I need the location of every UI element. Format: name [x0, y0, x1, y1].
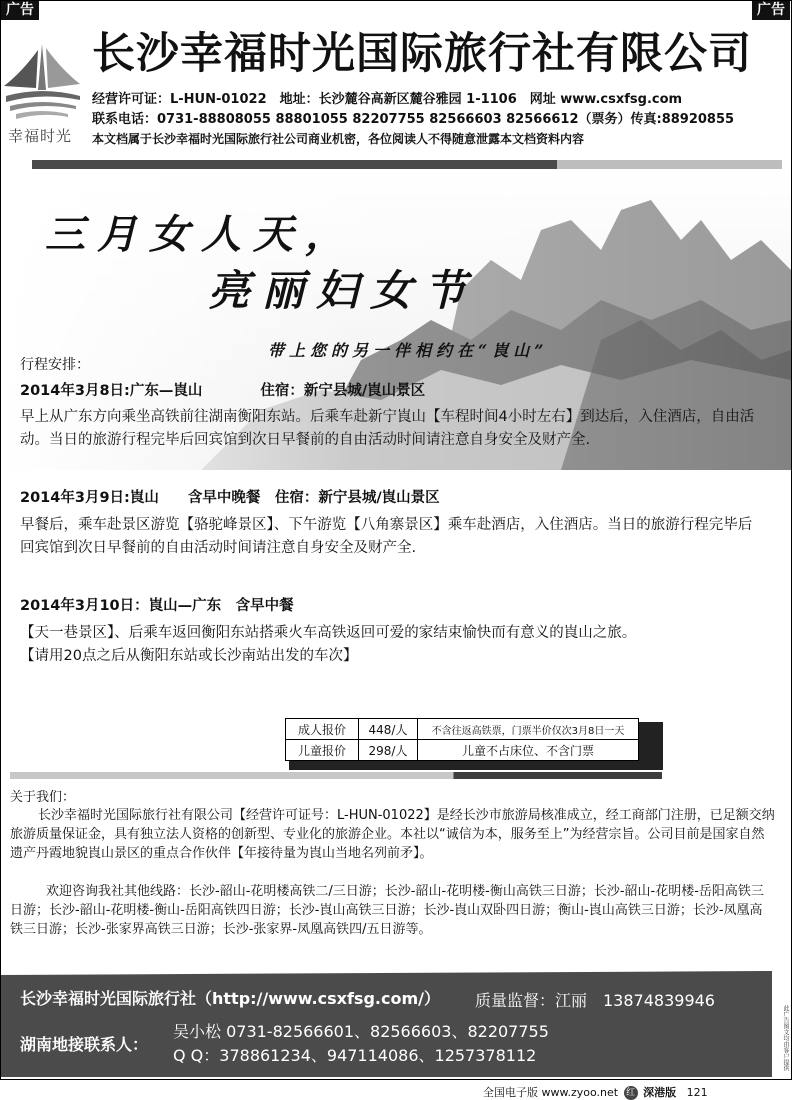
table-row [286, 740, 639, 761]
company-logo-icon [2, 40, 82, 122]
edition-badge: 红 [624, 1086, 638, 1100]
price-note-child: 儿童不占床位、不含门票 [418, 740, 639, 761]
side-disclaimer: 此广告图文均由客户提供 [782, 1005, 789, 1071]
ad-tag-left: 广告 [1, 1, 39, 20]
day3-train-note: 【请用20点之后从衡阳东站或长沙南站出发的车次】 [20, 648, 358, 664]
page-number: 121 [686, 1086, 708, 1099]
about-paragraph: 长沙幸福时光国际旅行社有限公司【经营许可证号：L-HUN-01022】是经长沙市旅游局核准成立，经工商部门注册，已足额交纳旅游质量保证金，具有独立法人资格的创新型、专业化的旅游企业。本社以“诚信为本，服务至上”为经营宗旨。公司目前是国家自然遗产丹霞地貌崀山景区的重点合作伙伴【年接待量为崀山当地名列前矛】。 [10, 808, 775, 861]
day1-text: 早上从广东方向乘坐高铁前往湖南衡阳东站。后乘车赴新宁崀山【车程时间4小时左右】到达后，入住酒店，自由活动。当日的旅游行程完毕后回宾馆到次日早餐前的自由活动时间请注意自身安全及财产全. [20, 409, 755, 448]
price-value-adult: 448/人 [359, 719, 418, 740]
edition-text: 全国电子版 www.zyoo.net [483, 1086, 619, 1099]
price-value-child: 298/人 [359, 740, 418, 761]
divider-bar-top [32, 160, 782, 169]
page-footer-line [483, 1084, 708, 1100]
footer-company-url: 长沙幸福时光国际旅行社（http://www.csxfsg.com/） [20, 989, 440, 1008]
day3-text [20, 622, 760, 668]
footer-contact-qq: Q Q：378861234、947114086、1257378112 [173, 1046, 537, 1065]
logo-text: 幸福时光 [8, 127, 73, 145]
divider-bar-middle [10, 772, 662, 779]
day1-heading: 2014年3月8日:广东—崀山 住宿：新宁县城/崀山景区 [20, 383, 426, 399]
license-address-line: 经营许可证：L-HUN-01022 地址：长沙麓谷高新区麓谷雅园 1-1106 网址 www.csxfsg.com [92, 92, 683, 107]
routes-paragraph: 欢迎咨询我社其他线路：长沙-韶山-花明楼高铁二/三日游；长沙-韶山-花明楼-衡山高铁三日游；长沙-韶山-花明楼-岳阳高铁三日游；长沙-韶山-花明楼-衡山-岳阳高铁四日游；长沙-崀山高铁三日游；长沙-崀山双卧四日游；衡山-崀山高铁三日游；长沙-凤凰高铁三日游；长沙-张家界高铁三日游；长沙-张家界-凤凰高铁四/五日游等。 [10, 884, 764, 937]
day2-text: 早餐后，乘车赴景区游览【骆驼峰景区】、下午游览【八角寨景区】乘车赴酒店，入住酒店。当日的旅游行程完毕后回宾馆到次日早餐前的自由活动时间请注意自身安全及财产全. [20, 517, 753, 556]
footer-quality-supervisor: 质量监督：江丽 13874839946 [475, 991, 715, 1010]
table-row [286, 719, 639, 740]
company-title: 长沙幸福时光国际旅行社有限公司 [92, 29, 752, 79]
contact-phone-line: 联系电话：0731-88808055 88801055 82207755 82566603 82566612（票务）传真:88920855 [92, 112, 735, 127]
price-label-child: 儿童报价 [286, 740, 359, 761]
price-table [285, 718, 639, 761]
price-note-adult: 不含往返高铁票，门票半价仅次3月8日一天 [418, 719, 639, 740]
day2-heading: 2014年3月9日:崀山 含早中晚餐 住宿：新宁县城/崀山景区 [20, 490, 440, 506]
ad-tag-right: 广告 [752, 1, 790, 20]
footer-contact-phones: 吴小松 0731-82566601、82566603、82207755 [173, 1022, 549, 1041]
slogan-line-2: 亮丽妇女节 [208, 266, 479, 315]
day3-heading: 2014年3月10日：崀山—广东 含早中餐 [20, 598, 294, 614]
about-title: 关于我们： [10, 790, 76, 805]
confidential-notice: 本文档属于长沙幸福时光国际旅行社公司商业机密，各位阅读人不得随意泄露本文档资料内容 [92, 132, 585, 146]
price-label-adult: 成人报价 [286, 719, 359, 740]
slogan-line-1: 三月女人天， [45, 211, 357, 258]
slogan-line-3: 带上您的另一伴相约在“崀山” [268, 341, 549, 360]
footer-contact-label: 湖南地接联系人： [20, 1035, 149, 1054]
itinerary-label: 行程安排： [20, 357, 90, 373]
day3-description: 【天一巷景区】、后乘车返回衡阳东站搭乘火车高铁返回可爱的家结束愉快而有意义的崀山之旅。 [20, 625, 637, 641]
version-text: 深港版 [643, 1086, 677, 1099]
